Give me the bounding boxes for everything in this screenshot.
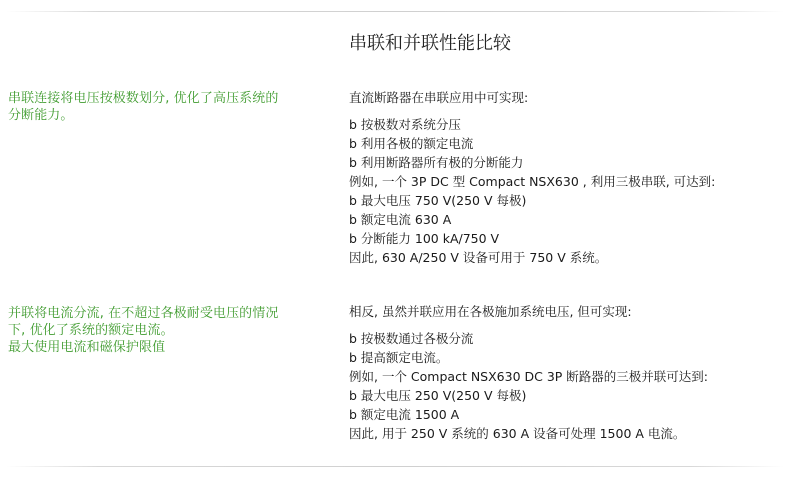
- top-divider: [6, 11, 784, 12]
- series-item: b 利用断路器所有极的分断能力: [349, 155, 524, 170]
- series-example: 例如, 一个 3P DC 型 Compact NSX630 , 利用三极串联, 可达到:: [349, 174, 716, 189]
- series-item: b 额定电流 630 A: [349, 212, 452, 227]
- series-side-note: [8, 90, 330, 124]
- series-note-line: 分断能力。: [8, 108, 74, 123]
- series-item: b 利用各极的额定电流: [349, 136, 474, 151]
- series-heading: 直流断路器在串联应用中可实现:: [349, 90, 529, 105]
- parallel-side-note: [8, 305, 330, 356]
- parallel-section: [349, 302, 774, 443]
- page-title: 串联和并联性能比较: [349, 33, 511, 54]
- parallel-item: b 提高额定电流。: [349, 350, 449, 365]
- series-item: b 最大电压 750 V(250 V 每极): [349, 193, 527, 208]
- parallel-note-line: 下, 优化了系统的额定电流。: [8, 323, 174, 338]
- series-item: b 按极数对系统分压: [349, 117, 461, 132]
- series-note-line: 串联连接将电压按极数划分, 优化了高压系统的: [8, 91, 279, 106]
- series-item: b 分断能力 100 kA/750 V: [349, 231, 500, 246]
- parallel-conclusion: 因此, 用于 250 V 系统的 630 A 设备可处理 1500 A 电流。: [349, 426, 686, 441]
- parallel-note-line: 最大使用电流和磁保护限值: [8, 340, 166, 355]
- parallel-note-line: 并联将电流分流, 在不超过各极耐受电压的情况: [8, 306, 279, 321]
- parallel-example: 例如, 一个 Compact NSX630 DC 3P 断路器的三极并联可达到:: [349, 369, 708, 384]
- bottom-divider: [6, 466, 784, 467]
- parallel-item: b 额定电流 1500 A: [349, 407, 460, 422]
- series-conclusion: 因此, 630 A/250 V 设备可用于 750 V 系统。: [349, 250, 608, 265]
- parallel-heading: 相反, 虽然并联应用在各极施加系统电压, 但可实现:: [349, 304, 632, 319]
- parallel-item: b 按极数通过各极分流: [349, 331, 474, 346]
- series-section: [349, 88, 774, 267]
- parallel-item: b 最大电压 250 V(250 V 每极): [349, 388, 527, 403]
